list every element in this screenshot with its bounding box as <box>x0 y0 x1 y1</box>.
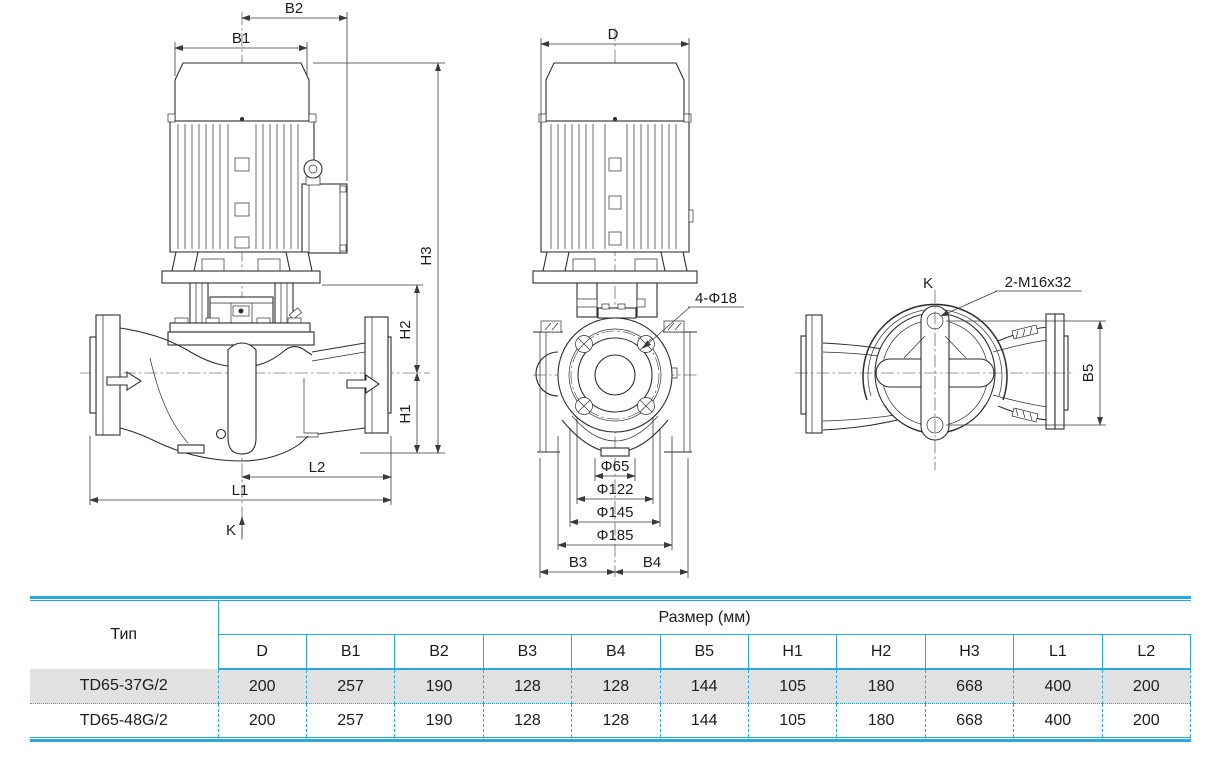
table-cell: 128 <box>483 669 571 704</box>
motor-cap <box>175 63 309 121</box>
top-discharge-flange <box>1046 314 1055 429</box>
pump-type: TD65-37G/2 <box>30 669 218 704</box>
seal-housing <box>598 308 636 318</box>
lifting-eye <box>304 160 322 178</box>
table-cell: 200 <box>1102 704 1190 738</box>
top-suction-flange <box>806 315 822 433</box>
table-cell: 668 <box>925 669 1013 704</box>
dim-label-l1: L1 <box>231 482 249 499</box>
dim-label-b2: B2 <box>284 0 304 17</box>
dim-label-h3: H3 <box>418 246 435 266</box>
table-cell: 190 <box>395 704 483 738</box>
table-cell: 144 <box>660 704 748 738</box>
top-view <box>795 274 1106 470</box>
col-header-h3: H3 <box>925 635 1013 670</box>
front-view <box>80 0 445 540</box>
size-group-header: Размер (мм) <box>218 601 1191 635</box>
callout-label-tapped-holes: 2-M16x32 <box>1004 274 1072 291</box>
front-lantern <box>168 283 314 345</box>
table-cell: 400 <box>1014 669 1102 704</box>
dimensions-table-wrap <box>30 596 1191 742</box>
col-header-l2: L2 <box>1102 635 1190 670</box>
side-lobe <box>536 352 558 396</box>
table-cell: 180 <box>837 704 925 738</box>
side-view <box>533 26 744 578</box>
table-header-row-1 <box>30 601 1191 635</box>
table-cell: 668 <box>925 704 1013 738</box>
table-cell: 200 <box>218 669 306 704</box>
motor-stool-plate <box>162 271 320 283</box>
motor-stool-plate <box>533 271 697 283</box>
col-header-d: D <box>218 635 306 670</box>
col-header-b4: B4 <box>572 635 660 670</box>
discharge-flange <box>365 317 388 433</box>
table-row <box>30 669 1191 704</box>
suction-flange-face <box>558 318 672 432</box>
type-column-header: Тип <box>30 601 218 670</box>
top-discharge-pipe <box>993 314 1068 429</box>
dim-label-phi122: Φ122 <box>596 481 634 498</box>
callout-label-bolt-holes: 4-Φ18 <box>695 290 737 307</box>
col-header-l1: L1 <box>1014 635 1102 670</box>
drain-plug <box>217 430 226 439</box>
dim-label-phi185: Φ185 <box>596 527 634 544</box>
table-row <box>30 704 1191 738</box>
pump-type: TD65-48G/2 <box>30 704 218 738</box>
dim-label-l2: L2 <box>308 459 326 476</box>
dim-label-phi145: Φ145 <box>596 504 634 521</box>
table-cell: 128 <box>572 704 660 738</box>
casing-cover-flange <box>170 323 310 332</box>
dim-label-phi65: Φ65 <box>600 458 630 475</box>
dim-label-d: D <box>607 26 619 43</box>
dimensions-table <box>30 600 1191 738</box>
col-header-b5: B5 <box>660 635 748 670</box>
volute-bottom-outline <box>120 428 308 461</box>
table-cell: 400 <box>1014 704 1102 738</box>
table-cell: 200 <box>1102 669 1190 704</box>
motor-foot-left <box>172 252 198 271</box>
table-cell: 144 <box>660 669 748 704</box>
table-cell: 105 <box>748 669 836 704</box>
dim-label-h1: H1 <box>397 404 414 424</box>
side-motor <box>533 63 697 283</box>
dim-label-b5: B5 <box>1080 363 1097 383</box>
side-lantern <box>577 283 657 318</box>
table-cell: 128 <box>483 704 571 738</box>
motor-cap <box>546 63 684 121</box>
table-cell: 180 <box>837 669 925 704</box>
motor-foot-right <box>286 252 312 271</box>
dim-label-b1: B1 <box>231 30 251 47</box>
col-header-b1: B1 <box>306 635 394 670</box>
view-label-k-top: K <box>922 275 934 292</box>
col-header-h2: H2 <box>837 635 925 670</box>
col-header-b3: B3 <box>483 635 571 670</box>
bearing-boss <box>228 343 256 454</box>
table-cell: 128 <box>572 669 660 704</box>
dim-label-h2: H2 <box>397 320 414 340</box>
front-motor <box>162 63 347 283</box>
table-cell: 257 <box>306 704 394 738</box>
dim-label-b4: B4 <box>642 554 662 571</box>
dim-label-b3: B3 <box>568 554 588 571</box>
view-label-k: K <box>225 522 237 539</box>
flange-od <box>558 318 672 432</box>
suction-flange <box>96 315 120 435</box>
table-cell: 190 <box>395 669 483 704</box>
col-header-b2: B2 <box>395 635 483 670</box>
table-cell: 105 <box>748 704 836 738</box>
col-header-h1: H1 <box>748 635 836 670</box>
table-cell: 200 <box>218 704 306 738</box>
motor-body <box>170 121 314 252</box>
table-cell: 257 <box>306 669 394 704</box>
